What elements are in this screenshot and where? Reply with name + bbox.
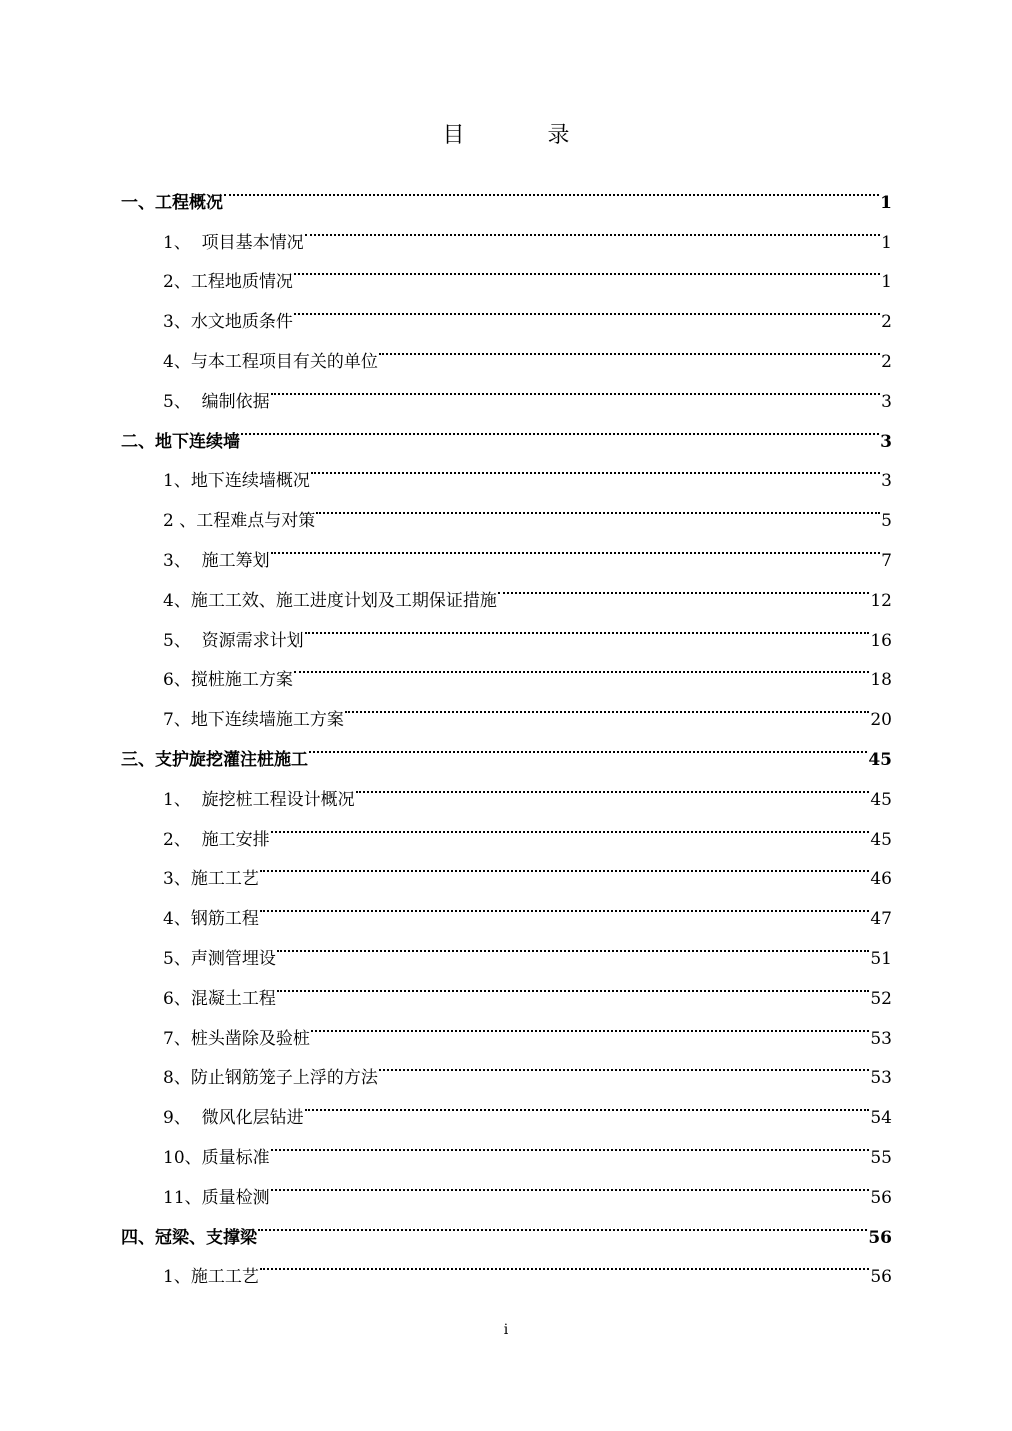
toc-page-number: 2 [881,351,892,372]
toc-entry-label: 7、地下连续墙施工方案 [163,710,344,731]
toc-dot-leader [224,168,879,208]
toc-page-number: 51 [870,948,892,969]
toc-entry-label: 10、质量标准 [163,1147,270,1168]
toc-page-number: 45 [870,829,892,850]
toc-entry-label: 4、施工工效、施工进度计划及工期保证措施 [163,590,497,611]
toc-page-number: 45 [870,789,892,810]
toc-page-number: 16 [870,630,892,651]
toc-page-number: 53 [870,1028,892,1049]
page-number: i [503,1322,509,1338]
toc-dot-leader [241,407,879,447]
toc-entry-label: 5、 资源需求计划 [163,630,304,651]
toc-entry-label: 二、地下连续墙 [121,431,240,452]
toc-page-number: 45 [868,749,892,770]
toc-entry-label: 9、 微风化层钻进 [163,1108,304,1129]
toc-entry-label: 4、钢筋工程 [163,909,259,930]
toc-entry-label: 11、质量检测 [163,1187,270,1208]
toc-dot-leader [305,1083,870,1123]
toc-page-number: 3 [881,391,892,412]
toc-page-number: 3 [881,471,892,492]
toc-dot-leader [271,1163,870,1203]
toc-dot-leader [309,725,867,765]
toc-dot-leader [294,248,880,288]
toc-entry-label: 3、施工工艺 [163,869,259,890]
toc-page-number: 5 [881,511,892,532]
toc-dot-leader [260,1243,870,1283]
toc-entry-label: 一、工程概况 [121,192,223,213]
toc-entry-label: 1、 项目基本情况 [163,232,304,253]
toc-page-number: 7 [881,550,892,571]
toc-dot-leader [294,646,870,686]
toc-entry-label: 8、防止钢筋笼子上浮的方法 [163,1068,378,1089]
toc-dot-leader [379,1044,870,1084]
toc-dot-leader [294,287,880,327]
toc-subsection-entry[interactable] [121,208,892,253]
toc-dot-leader [271,367,881,407]
toc-entry-label: 3、 施工筹划 [163,550,270,571]
toc-page-number: 56 [870,1187,892,1208]
toc-entry-label: 3、水文地质条件 [163,312,293,333]
toc-entry-label: 1、施工工艺 [163,1267,259,1288]
page-title: 目 录 [442,123,608,148]
toc-entry-label: 7、桩头凿除及验桩 [163,1028,310,1049]
toc-dot-leader [258,1203,867,1243]
toc-dot-leader [316,486,880,526]
toc-dot-leader [277,924,870,964]
toc-page-number: 20 [870,710,892,731]
toc-page-number: 2 [881,312,892,333]
toc-page-number: 1 [880,192,892,213]
toc-dot-leader [345,685,870,725]
toc-dot-leader [311,1004,870,1044]
toc-dot-leader [277,964,870,1004]
toc-entry-label: 6、搅桩施工方案 [163,670,293,691]
toc-dot-leader [271,805,870,845]
toc-dot-leader [271,526,881,566]
toc-page-number: 52 [870,988,892,1009]
toc-page-number: 54 [870,1108,892,1129]
toc-page-number: 55 [870,1147,892,1168]
toc-entry-label: 2、 施工安排 [163,829,270,850]
toc-entry-label: 4、与本工程项目有关的单位 [163,351,378,372]
toc-dot-leader [305,208,881,248]
toc-dot-leader [260,884,870,924]
toc-dot-leader [305,606,870,646]
toc-page-number: 46 [870,869,892,890]
toc-page-number: 56 [868,1227,892,1248]
toc-dot-leader [271,1123,870,1163]
toc-page-number: 12 [870,590,892,611]
toc-page-number: 1 [881,232,892,253]
toc-dot-leader [311,447,880,487]
toc-page-number: 1 [881,272,892,293]
toc-dot-leader [379,327,880,367]
toc-entry-label: 三、支护旋挖灌注桩施工 [121,749,308,770]
toc-page-number: 18 [870,670,892,691]
toc-entry-label: 6、混凝土工程 [163,988,276,1009]
toc-entry-label: 2 、工程难点与对策 [163,511,316,532]
toc-page-number: 56 [870,1267,892,1288]
toc-entry-label: 5、声测管埋设 [163,948,276,969]
toc-dot-leader [498,566,870,606]
toc-section-entry[interactable] [121,168,892,213]
table-of-contents [121,168,892,1288]
toc-entry-label: 5、 编制依据 [163,391,270,412]
toc-dot-leader [260,845,870,885]
toc-dot-leader [356,765,870,805]
toc-entry-label: 1、地下连续墙概况 [163,471,310,492]
toc-entry-label: 1、 旋挖桩工程设计概况 [163,789,355,810]
toc-page-number: 3 [880,431,892,452]
toc-page-number: 47 [870,909,892,930]
toc-page-number: 53 [870,1068,892,1089]
toc-entry-label: 2、工程地质情况 [163,272,293,293]
toc-entry-label: 四、冠梁、支撑梁 [121,1227,257,1248]
